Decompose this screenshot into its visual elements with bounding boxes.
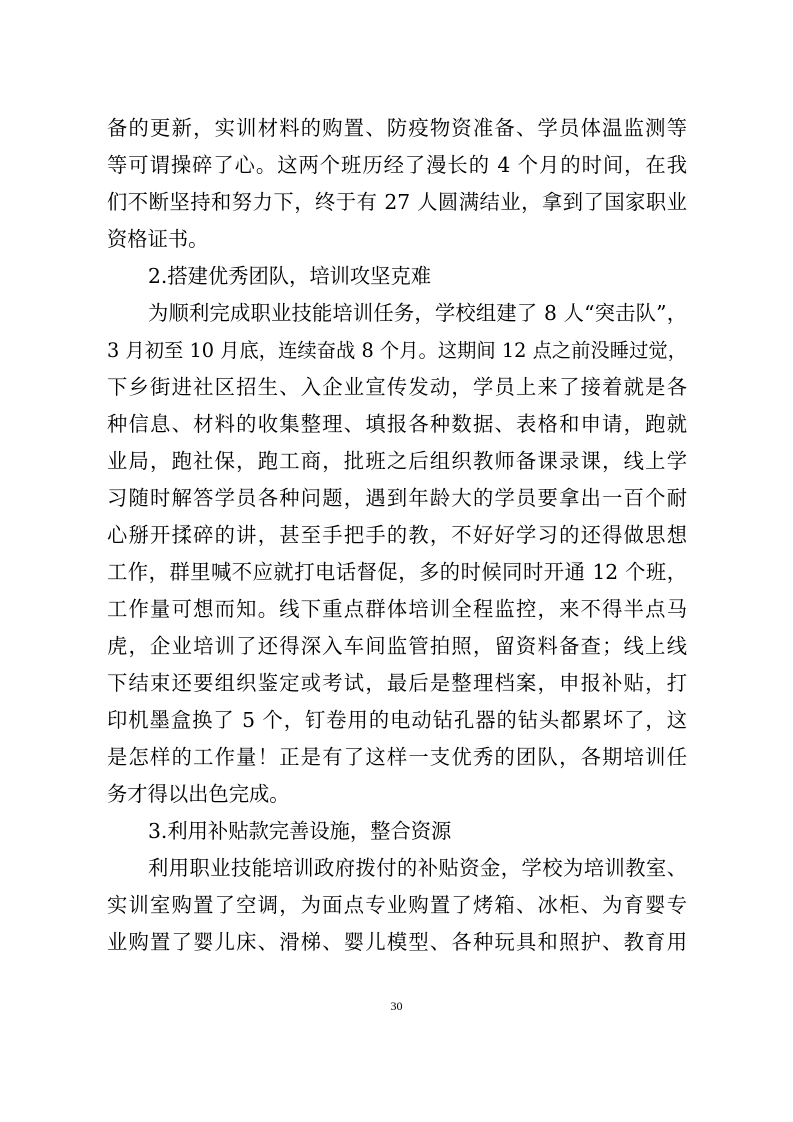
text-line: 3 月初至 10 月底，连续奋战 8 个月。这期间 12 点之前没睡过觉， [107,339,687,362]
text-line: 务才得以出色完成。 [107,782,290,806]
text-line: 种信息、材料的收集整理、填报各种数据、表格和申请，跑就 [107,412,687,436]
text-line: 工作，群里喊不应就打电话督促，多的时候同时开通 12 个班， [107,560,687,584]
text-line: 印机墨盒换了 5 个，钉卷用的电动钻孔器的钻头都累坏了，这 [107,708,687,732]
text-line: 们不断坚持和努力下，终于有 27 人圆满结业，拿到了国家职业 [107,190,687,214]
text-line: 实训室购置了空调，为面点专业购置了烤箱、冰柜、为育婴专 [107,893,687,917]
section-heading: 3.利用补贴款完善设施，整合资源 [148,819,452,843]
text-line: 下结束还要组织鉴定或考试，最后是整理档案，申报补贴，打 [107,671,687,695]
text-line: 为顺利完成职业技能培训任务，学校组建了 8 人“突击队”， [148,301,687,325]
text-line: 下乡街进社区招生、入企业宣传发动，学员上来了接着就是各 [107,375,687,399]
text-line: 工作量可想而知。线下重点群体培训全程监控，来不得半点马 [107,597,687,621]
text-line: 业局，跑社保，跑工商，批班之后组织教师备课录课，线上学 [107,449,687,473]
text-line: 心掰开揉碎的讲，甚至手把手的教，不好好学习的还得做思想 [107,523,687,547]
text-line: 等可谓操碎了心。这两个班历经了漫长的 4 个月的时间，在我 [107,153,687,177]
text-line: 利用职业技能培训政府拨付的补贴资金，学校为培训教室、 [148,856,687,880]
text-line: 习随时解答学员各种问题，遇到年龄大的学员要拿出一百个耐 [107,486,687,510]
text-line: 资格证书。 [107,227,209,251]
text-line: 业购置了婴儿床、滑梯、婴儿模型、各种玩具和照护、教育用 [107,930,687,954]
section-heading: 2.搭建优秀团队，培训攻坚克难 [148,264,432,288]
text-line: 备的更新，实训材料的购置、防疫物资准备、学员体温监测等 [107,116,687,140]
text-line: 是怎样的工作量！正是有了这样一支优秀的团队，各期培训任 [107,745,687,769]
page-number: 30 [390,999,403,1013]
text-line: 虎，企业培训了还得深入车间监管拍照，留资料备查；线上线 [107,634,687,658]
